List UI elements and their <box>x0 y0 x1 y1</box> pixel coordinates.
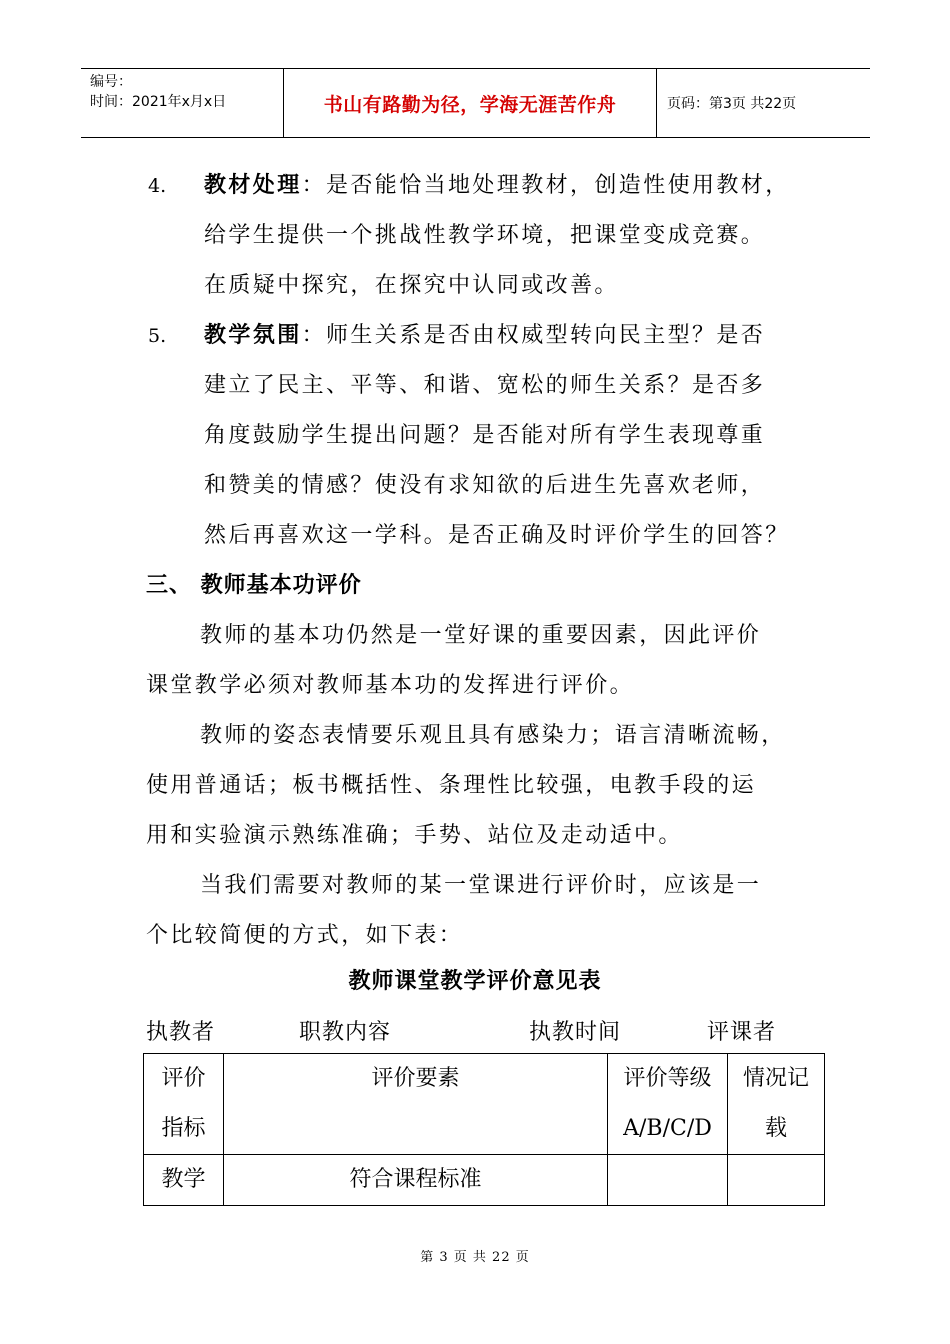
item-title: 教材处理 <box>204 173 302 198</box>
item-line: 然后再喜欢这一学科。是否正确及时评价学生的回答？ <box>204 523 790 548</box>
header-left-cell <box>81 69 284 137</box>
paragraph-line: 使用普通话；板书概括性、条理性比较强，电教手段的运 <box>146 773 757 798</box>
table-header-row <box>144 1054 825 1155</box>
paragraph-line: 个比较简便的方式，如下表： <box>146 923 464 948</box>
code-label: 编号： <box>90 74 132 90</box>
table-cell <box>608 1155 728 1206</box>
page-footer: 第 3 页 共 22 页 <box>420 1250 530 1265</box>
motto: 书山有路勤为径，学海无涯苦作舟 <box>284 69 657 137</box>
paragraph-line: 教师的基本功仍然是一堂好课的重要因素，因此评价 <box>200 623 762 648</box>
evaluation-table <box>143 1053 825 1206</box>
table-title: 教师课堂教学评价意见表 <box>348 969 602 994</box>
meta-time: 执教时间 <box>529 1020 622 1045</box>
header-notes: 情况记 载 <box>728 1054 825 1155</box>
header-grade: 评价等级 A/B/C/D <box>608 1054 728 1155</box>
meta-reviewer: 评课者 <box>707 1020 777 1045</box>
table-row <box>144 1155 825 1206</box>
page-header <box>81 68 870 138</box>
table-cell <box>728 1155 825 1206</box>
item-line: 角度鼓励学生提出问题？是否能对所有学生表现尊重 <box>204 423 766 448</box>
page-info: 页码：第3页 共22页 <box>667 96 797 112</box>
section-heading: 三、 教师基本功评价 <box>146 573 362 598</box>
meta-content: 职教内容 <box>299 1020 392 1045</box>
item-line <box>204 321 765 351</box>
date-label: 时间：2021年x月x日 <box>90 94 227 110</box>
item-text: ：是否能恰当地处理教材，创造性使用教材， <box>301 173 790 198</box>
item-number: 5. <box>148 325 167 347</box>
meta-teacher: 执教者 <box>146 1020 216 1045</box>
item-line: 建立了民主、平等、和谐、宽松的师生关系？是否多 <box>204 373 766 398</box>
item-title: 教学氛围 <box>204 323 302 348</box>
item-number: 4. <box>148 175 167 197</box>
header-elements: 评价要素 <box>224 1054 608 1155</box>
table-cell: 教学 <box>144 1155 224 1206</box>
item-line: 在质疑中探究，在探究中认同或改善。 <box>204 273 619 298</box>
paragraph-line: 教师的姿态表情要乐观且具有感染力；语言清晰流畅， <box>200 723 786 748</box>
paragraph-line: 用和实验演示熟练准确；手势、站位及走动适中。 <box>146 823 683 848</box>
paragraph-line: 当我们需要对教师的某一堂课进行评价时，应该是一 <box>200 873 762 898</box>
table-cell: 符合课程标准 <box>224 1155 608 1206</box>
item-line: 和赞美的情感？使没有求知欲的后进生先喜欢老师， <box>204 473 766 498</box>
paragraph-line: 课堂教学必须对教师基本功的发挥进行评价。 <box>146 673 635 698</box>
item-line: 给学生提供一个挑战性教学环境，把课堂变成竞赛。 <box>204 223 766 248</box>
item-line <box>204 171 790 201</box>
item-text: ：师生关系是否由权威型转向民主型？是否 <box>301 323 766 348</box>
header-indicator: 评价 指标 <box>144 1054 224 1155</box>
